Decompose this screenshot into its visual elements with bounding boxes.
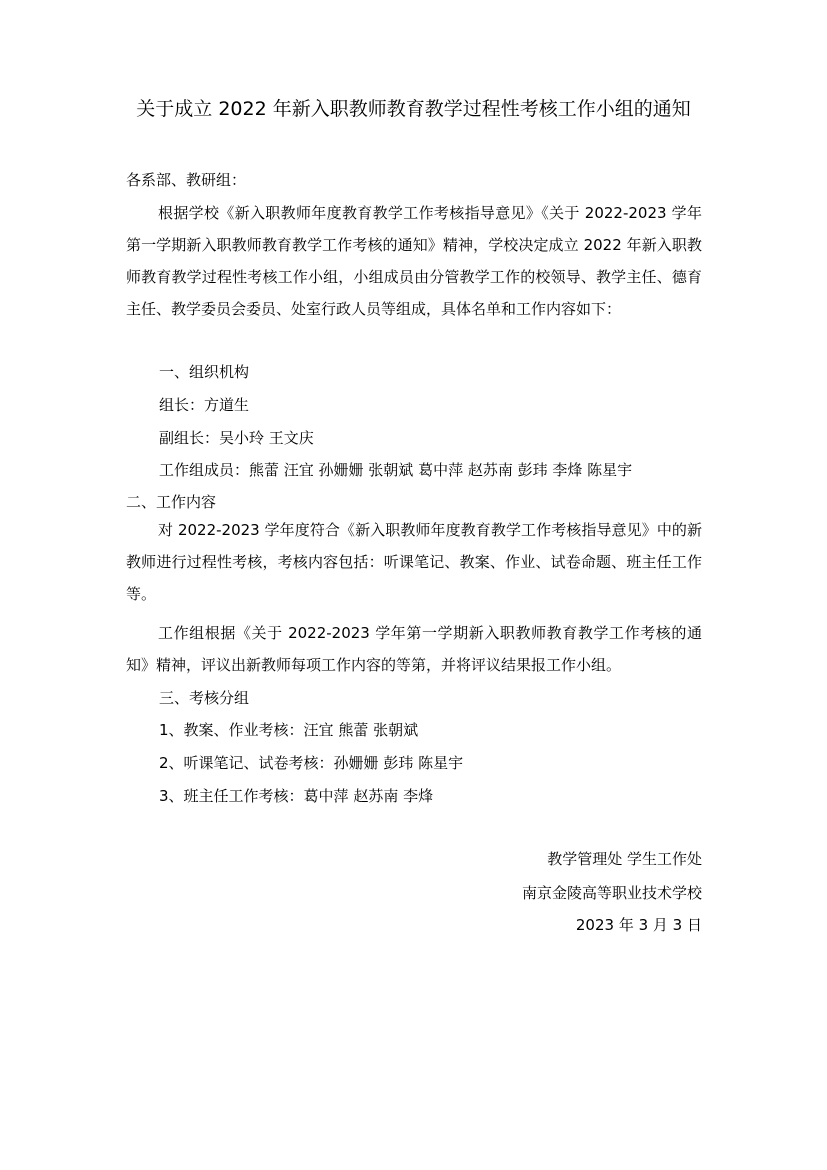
- signature-date: 2023 年 3 月 3 日: [575, 916, 702, 934]
- group-item: 1、教案、作业考核：汪宜 熊蕾 张朝斌: [159, 721, 419, 739]
- signature-departments: 教学管理处 学生工作处: [547, 850, 702, 868]
- deputy-leaders-line: 副组长：吴小玲 王文庆: [159, 429, 314, 447]
- section3-heading: 三、考核分组: [159, 689, 250, 707]
- intro-paragraph: 根据学校《新入职教师年度教育教学工作考核指导意见》《关于 2022-2023 学年第一学期新入职教师教育教学工作考核的通知》精神，学校决定成立 2022 年新入职教师教育教学过程性考核工作小组，小组成员由分管教学工作的校领导、教学主任、德育主任、教学委员会委员、处室行政人员等组成，具体名单和工作内容如下：: [126, 204, 702, 318]
- section2-heading: 二、工作内容: [126, 493, 217, 511]
- salutation: 各系部、教研组：: [126, 171, 247, 189]
- group-item: 2、听课笔记、试卷考核：孙姗姗 彭玮 陈星宇: [159, 754, 464, 772]
- members-line: 工作组成员：熊蕾 汪宜 孙姗姗 张朝斌 葛中萍 赵苏南 彭玮 李烽 陈星宇: [159, 461, 633, 479]
- work-content-paragraph-1: 对 2022-2023 学年度符合《新入职教师年度教育教学工作考核指导意见》中的新教师进行过程性考核，考核内容包括：听课笔记、教案、作业、试卷命题、班主任工作等。: [126, 521, 702, 603]
- work-content-paragraph-2: 工作组根据《关于 2022-2023 学年第一学期新入职教师教育教学工作考核的通知》精神，评议出新教师每项工作内容的等第，并将评议结果报工作小组。: [126, 624, 702, 674]
- document-title: 关于成立 2022 年新入职教师教育教学过程性考核工作小组的通知: [136, 98, 691, 120]
- group-item: 3、班主任工作考核：葛中萍 赵苏南 李烽: [159, 787, 434, 805]
- section1-heading: 一、组织机构: [159, 363, 250, 381]
- signature-school: 南京金陵高等职业技术学校: [521, 884, 702, 902]
- leader-line: 组长：方道生: [159, 396, 250, 414]
